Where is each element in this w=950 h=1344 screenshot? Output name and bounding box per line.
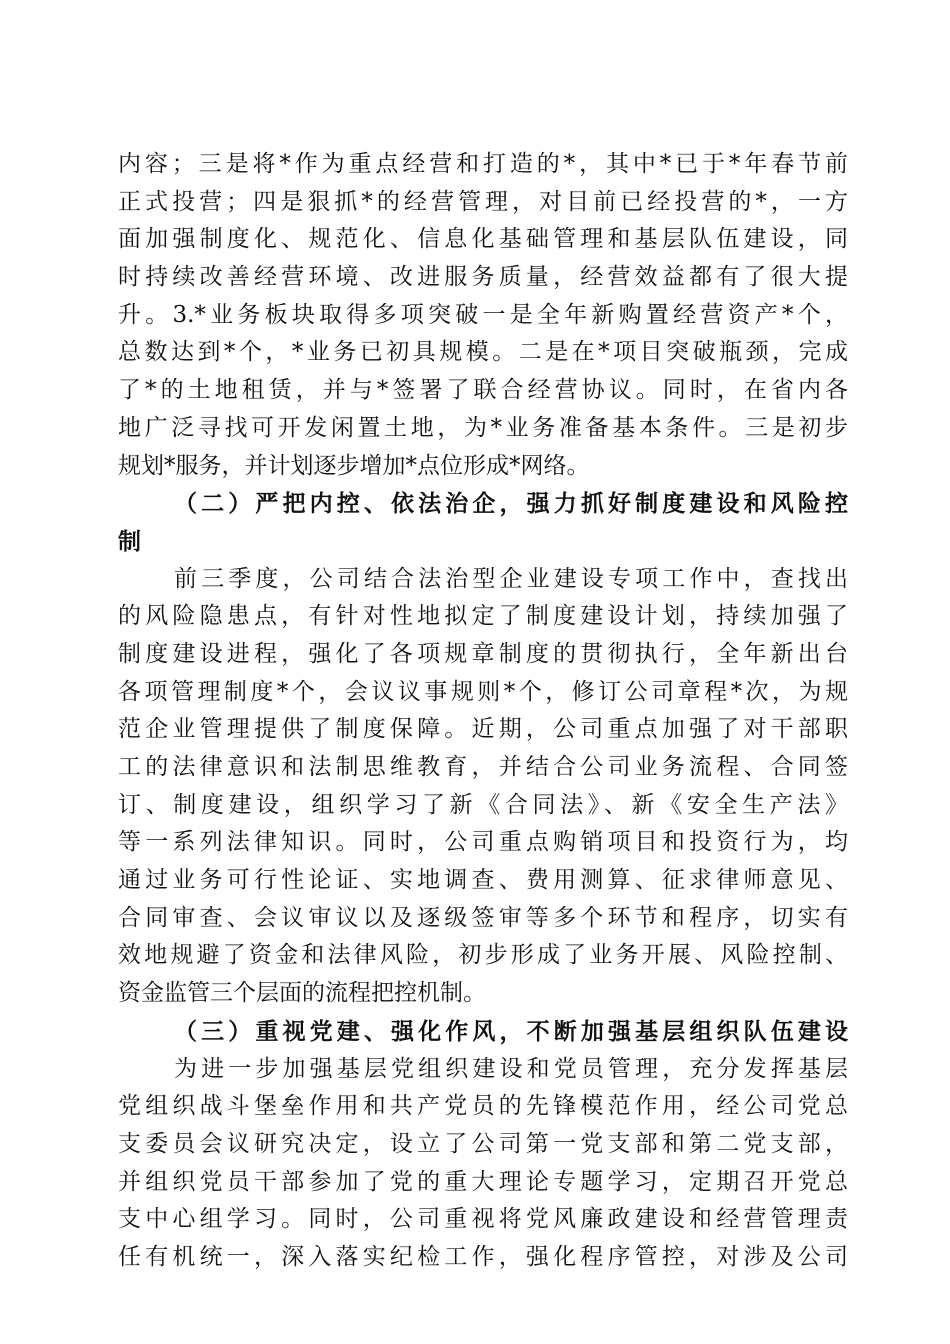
- paragraph-line: 为进一步加强基层党组织建设和党员管理，充分发挥基层: [174, 1055, 848, 1082]
- section-heading-line: （二）严把内控、依法治企，强力抓好制度建设和风险控: [174, 490, 848, 518]
- section-heading-line: （三）重视党建、强化作风，不断加强基层组织队伍建设: [174, 1017, 848, 1045]
- document-body: [118, 146, 848, 1277]
- paragraph-line: 正式投营；四是狠抓*的经营管理，对目前已经投营的*，一方: [118, 188, 848, 215]
- paragraph-line: 支中心组学习。同时，公司重视将党风廉政建设和经营管理责: [118, 1206, 848, 1233]
- paragraph-line: 工的法律意识和法制思维教育，并结合公司业务流程、合同签: [118, 754, 848, 780]
- paragraph-line: 内容；三是将*作为重点经营和打造的*，其中*已于*年春节前: [118, 151, 848, 177]
- paragraph-line: 前三季度，公司结合法治型企业建设专项工作中，查找出: [174, 565, 848, 592]
- paragraph-line: 的风险隐患点，有针对性地拟定了制度建设计划，持续加强了: [118, 603, 848, 630]
- paragraph-line: 资金监管三个层面的流程把控机制。: [118, 980, 486, 1007]
- paragraph-line: 总数达到*个，*业务已初具规模。二是在*项目突破瓶颈，完成: [118, 339, 848, 366]
- section-heading-line: 制: [118, 527, 141, 555]
- paragraph-line: 合同审查、会议审议以及逐级签审等多个环节和程序，切实有: [118, 904, 848, 931]
- paragraph-line: 效地规避了资金和法律风险，初步形成了业务开展、风险控制、: [118, 942, 848, 969]
- paragraph-line: 升。3.*业务板块取得多项突破一是全年新购置经营资产*个，: [118, 301, 848, 328]
- paragraph-line: 各项管理制度*个，会议议事规则*个，修订公司章程*次，为规: [118, 678, 848, 705]
- paragraph-line: 党组织战斗堡垒作用和共产党员的先锋模范作用，经公司党总: [118, 1093, 848, 1120]
- paragraph-line: 制度建设进程，强化了各项规章制度的贯彻执行，全年新出台: [118, 640, 848, 667]
- paragraph-line: 地广泛寻找可开发闲置土地，为*业务准备基本条件。三是初步: [118, 414, 848, 441]
- paragraph-line: 任有机统一，深入落实纪检工作，强化程序管控，对涉及公司: [118, 1243, 848, 1270]
- paragraph-line: 了*的土地租赁，并与*签署了联合经营协议。同时，在省内各: [118, 377, 848, 404]
- paragraph-line: 时持续改善经营环境、改进服务质量，经营效益都有了很大提: [118, 264, 848, 291]
- paragraph-line: 通过业务可行性论证、实地调查、费用测算、征求律师意见、: [118, 867, 848, 894]
- paragraph-line: 等一系列法律知识。同时，公司重点购销项目和投资行为，均: [118, 829, 848, 856]
- paragraph-line: 并组织党员干部参加了党的重大理论专题学习，定期召开党总: [118, 1168, 848, 1195]
- paragraph-line: 规划*服务，并计划逐步增加*点位形成*网络。: [118, 452, 590, 479]
- paragraph-line: 范企业管理提供了制度保障。近期，公司重点加强了对干部职: [118, 716, 848, 743]
- paragraph-line: 面加强制度化、规范化、信息化基础管理和基层队伍建设，同: [118, 226, 848, 253]
- paragraph-line: 订、制度建设，组织学习了新《合同法》、新《安全生产法》: [118, 791, 848, 818]
- paragraph-line: 支委员会议研究决定，设立了公司第一党支部和第二党支部，: [118, 1130, 848, 1157]
